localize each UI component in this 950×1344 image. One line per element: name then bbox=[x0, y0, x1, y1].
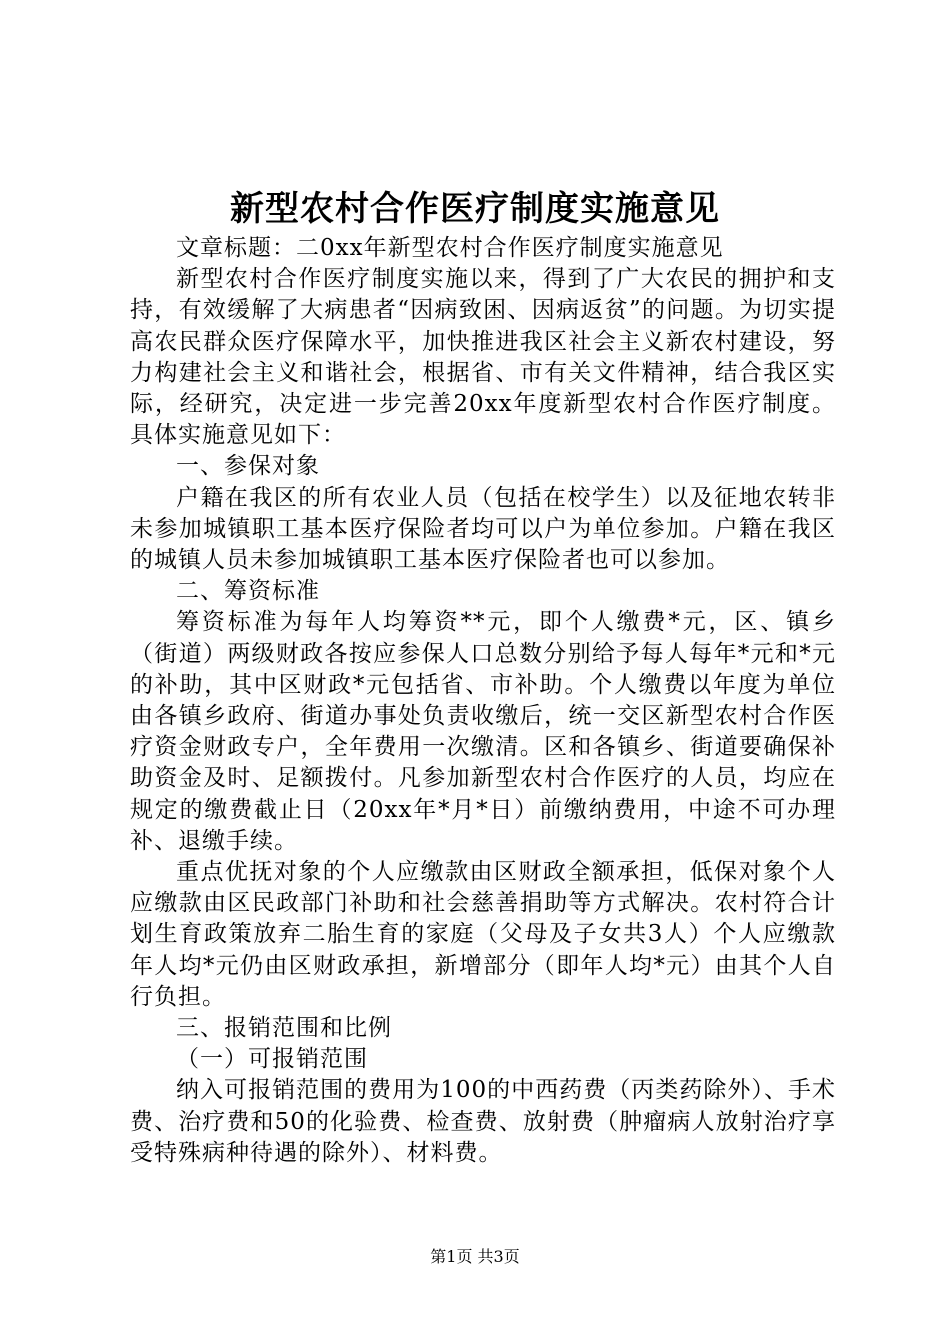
funding-paragraph: 筹资标准为每年人均筹资**元，即个人缴费*元，区、镇乡（街道）两级财政各按应参保人口总数分别给予每人每年*元和*元的补助，其中区财政*元包括省、市补助。个人缴费以年度为单位由各镇乡政府、街道办事处负责收缴后，统一交区新型农村合作医疗资金财政专户，全年费用一次缴清。区和各镇乡、街道要确保补助资金及时、足额拨付。凡参加新型农村合作医疗的人员，均应在规定的缴费截止日（20xx年*月*日）前缴纳费用，中途不可办理补、退缴手续。 bbox=[130, 609, 836, 854]
page-footer: 第1页 共3页 bbox=[430, 1247, 520, 1266]
scope-paragraph: 纳入可报销范围的费用为100的中西药费（丙类药除外）、手术费、治疗费和50的化验费、检查费、放射费（肿瘤病人放射治疗享受特殊病种待遇的除外）、材料费。 bbox=[130, 1077, 836, 1166]
document-body bbox=[130, 233, 836, 1169]
section-heading-reimbursement: 三、报销范围和比例 bbox=[176, 1015, 392, 1042]
participants-paragraph: 户籍在我区的所有农业人员（包括在校学生）以及征地农转非未参加城镇职工基本医疗保险者均可以户为单位参加。户籍在我区的城镇人员未参加城镇职工基本医疗保险者也可以参加。 bbox=[130, 484, 836, 574]
section-heading-participants: 一、参保对象 bbox=[176, 453, 320, 480]
document-title: 新型农村合作医疗制度实施意见 bbox=[230, 189, 720, 229]
article-title-line: 文章标题：二0xx年新型农村合作医疗制度实施意见 bbox=[176, 235, 724, 261]
intro-paragraph: 新型农村合作医疗制度实施以来，得到了广大农民的拥护和支持，有效缓解了大病患者“因病致困、因病返贫”的问题。为切实提高农民群众医疗保障水平，加快推进我区社会主义新农村建设，努力构建社会主义和谐社会，根据省、市有关文件精神，结合我区实际，经研究，决定进一步完善20xx年度新型农村合作医疗制度。具体实施意见如下： bbox=[130, 266, 836, 449]
special-groups-paragraph: 重点优抚对象的个人应缴款由区财政全额承担，低保对象个人应缴款由区民政部门补助和社会慈善捐助等方式解决。农村符合计划生育政策放弃二胎生育的家庭（父母及子女共3人）个人应缴款年人均*元仍由区财政承担，新增部分（即年人均*元）由其个人自行负担。 bbox=[130, 859, 836, 1010]
section-heading-funding: 二、筹资标准 bbox=[176, 578, 320, 605]
subsection-heading-scope: （一）可报销范围 bbox=[176, 1046, 368, 1073]
